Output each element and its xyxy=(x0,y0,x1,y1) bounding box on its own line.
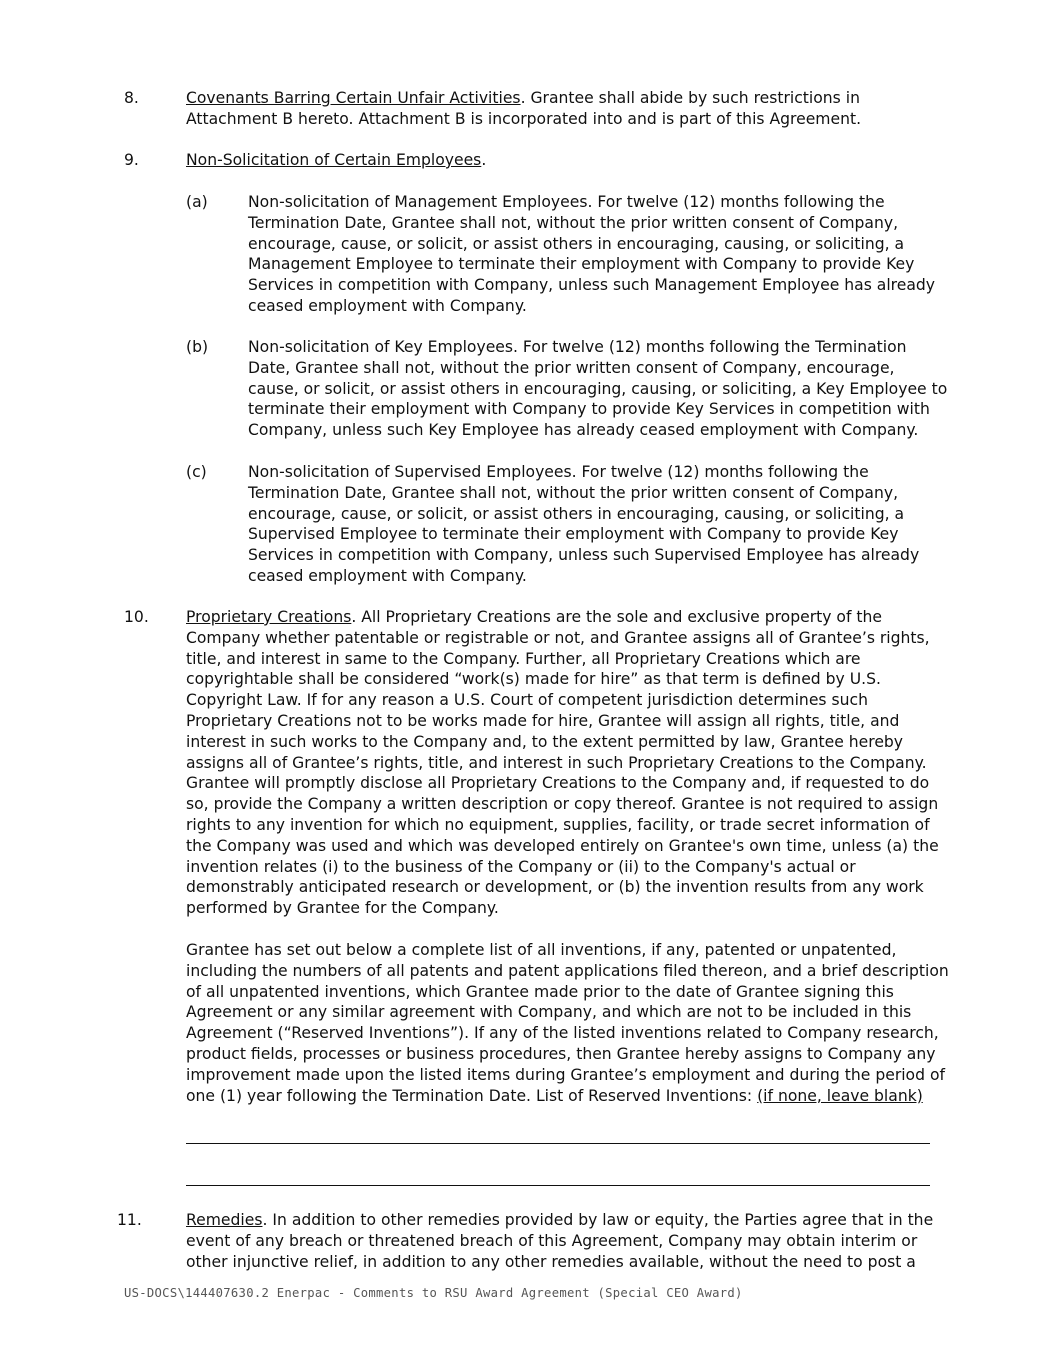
subsection-c-line: Services in competition with Company, unless such Supervised Employee has already xyxy=(248,546,920,565)
section-10-p2-line: improvement made upon the listed items during Grantee’s employment and during the period of xyxy=(186,1065,945,1084)
subsection-c-line: Supervised Employee to terminate their employment with Company to provide Key xyxy=(248,525,899,544)
subsection-c-line: ceased employment with Company. xyxy=(248,567,527,585)
section-11-line: other injunctive relief, in addition to any other remedies available, without the need to post a xyxy=(186,1252,916,1271)
section-10-line: interest in such works to the Company and, to the extent permitted by law, Grantee hereby xyxy=(186,732,904,751)
section-10-heading: Proprietary Creations xyxy=(186,608,352,626)
subsection-b-line: Non-solicitation of Key Employees. For twelve (12) months following the Termination xyxy=(248,338,907,356)
section-11-text: . In addition to other remedies provided by law or equity, the Parties agree that in the xyxy=(262,1211,934,1229)
section-8-text: . Grantee shall abide by such restrictions in xyxy=(520,89,860,107)
section-11-line: event of any breach or threatened breach of this Agreement, Company may obtain interim or xyxy=(186,1231,918,1250)
section-10-p2-line: Grantee has set out below a complete list of all inventions, if any, patented or unpatented, xyxy=(186,941,897,959)
subsection-a-line: Services in competition with Company, unless such Management Employee has already xyxy=(248,276,936,295)
section-11-number: 11. xyxy=(117,1211,142,1229)
section-9-period: . xyxy=(481,151,487,169)
section-11-heading: Remedies xyxy=(186,1211,263,1229)
section-8-heading: Covenants Barring Certain Unfair Activities xyxy=(186,89,521,107)
section-8-number: 8. xyxy=(124,89,139,107)
section-10-line: copyrightable shall be considered “work(s) made for hire” as that term is defined by U.S. xyxy=(186,670,881,689)
section-9-number: 9. xyxy=(124,151,139,169)
subsection-a-line: Non-solicitation of Management Employees. For twelve (12) months following the xyxy=(248,193,885,211)
section-10-line: Proprietary Creations not to be works made for hire, Grantee will assign all rights, title, and xyxy=(186,712,900,730)
section-10-line: invention relates (i) to the business of the Company or (ii) to the Company's actual or xyxy=(186,857,856,876)
subsection-c-line: encourage, cause, or solicit, or assist others in encouraging, causing, or soliciting, a xyxy=(248,504,905,523)
section-10-p2-line: Agreement or any similar agreement with Company, and which are not to be included in this xyxy=(186,1003,912,1022)
section-10-line: title, and interest in same to the Company. Further, all Proprietary Creations which are xyxy=(186,649,861,668)
reserved-inventions-blank-line-1[interactable] xyxy=(186,1143,930,1144)
section-10-line-1 xyxy=(186,607,882,627)
section-10-line: demonstrably anticipated research or development, or (b) the invention results from any work xyxy=(186,878,924,897)
section-10-line: performed by Grantee for the Company. xyxy=(186,899,499,918)
subsection-a-label: (a) xyxy=(186,193,208,211)
section-10-p2-line: Agreement (“Reserved Inventions”). If any of the listed inventions related to Company research, xyxy=(186,1024,939,1043)
section-10-line: assigns all of Grantee’s rights, title, and interest in such Proprietary Creations to the Company. xyxy=(186,753,927,772)
section-9-heading: Non-Solicitation of Certain Employees xyxy=(186,151,482,169)
subsection-c-line: Termination Date, Grantee shall not, without the prior written consent of Company, xyxy=(248,483,899,502)
subsection-b-line: cause, or solicit, or assist others in encouraging, causing, or soliciting, a Key Employee to xyxy=(248,379,948,398)
section-10-line: the Company was used and which was developed entirely on Grantee's own time, unless (a) the xyxy=(186,836,939,855)
subsection-c-line: Non-solicitation of Supervised Employees. For twelve (12) months following the xyxy=(248,463,869,481)
document-footer: US-DOCS\144407630.2 Enerpac - Comments to RSU Award Agreement (Special CEO Award) xyxy=(124,1286,743,1300)
subsection-b-line: terminate their employment with Company to provide Key Services in competition with xyxy=(248,400,930,419)
subsection-a-line: Termination Date, Grantee shall not, without the prior written consent of Company, xyxy=(248,213,899,232)
section-10-p2-line: product fields, processes or business procedures, then Grantee hereby assigns to Company any xyxy=(186,1045,936,1063)
section-10-line: Copyright Law. If for any reason a U.S. Court of competent jurisdiction determines such xyxy=(186,691,868,710)
subsection-b-label: (b) xyxy=(186,338,209,356)
section-10-text: . All Proprietary Creations are the sole and exclusive property of the xyxy=(351,608,882,626)
subsection-a-line: Management Employee to terminate their employment with Company to provide Key xyxy=(248,255,915,274)
subsection-b-line: Company, unless such Key Employee has already ceased employment with Company. xyxy=(248,421,919,440)
section-8-line-2: Attachment B hereto. Attachment B is incorporated into and is part of this Agreement. xyxy=(186,110,862,128)
section-10-p2-line: including the numbers of all patents and patent applications filed thereon, and a brief description xyxy=(186,961,949,980)
reserved-inventions-label: one (1) year following the Termination Date. List of Reserved Inventions: xyxy=(186,1086,758,1105)
subsection-c-label: (c) xyxy=(186,463,207,481)
subsection-a-line: ceased employment with Company. xyxy=(248,297,527,315)
section-10-number: 10. xyxy=(124,608,149,626)
section-9-title-line xyxy=(186,150,486,170)
reserved-inventions-instruction: (if none, leave blank) xyxy=(757,1086,923,1105)
section-8-line-1 xyxy=(186,88,860,108)
section-10-line: Grantee will promptly disclose all Proprietary Creations to the Company and, if requested to do xyxy=(186,774,930,793)
section-10-p2-line: of all unpatented inventions, which Grantee made prior to the date of Grantee signing this xyxy=(186,982,894,1001)
section-10-line: so, provide the Company a written description or copy thereof. Grantee is not required to assign xyxy=(186,795,939,814)
subsection-a-line: encourage, cause, or solicit, or assist others in encouraging, causing, or soliciting, a xyxy=(248,234,905,253)
section-10-p2-last-line xyxy=(186,1086,923,1106)
section-10-line: Company whether patentable or registrable or not, and Grantee assigns all of Grantee’s rights, xyxy=(186,628,930,647)
reserved-inventions-blank-line-2[interactable] xyxy=(186,1185,930,1186)
section-11-line-1 xyxy=(186,1210,933,1230)
section-10-line: rights to any invention for which no equipment, supplies, facility, or trade secret information of xyxy=(186,816,930,834)
subsection-b-line: Date, Grantee shall not, without the prior written consent of Company, encourage, xyxy=(248,358,895,377)
